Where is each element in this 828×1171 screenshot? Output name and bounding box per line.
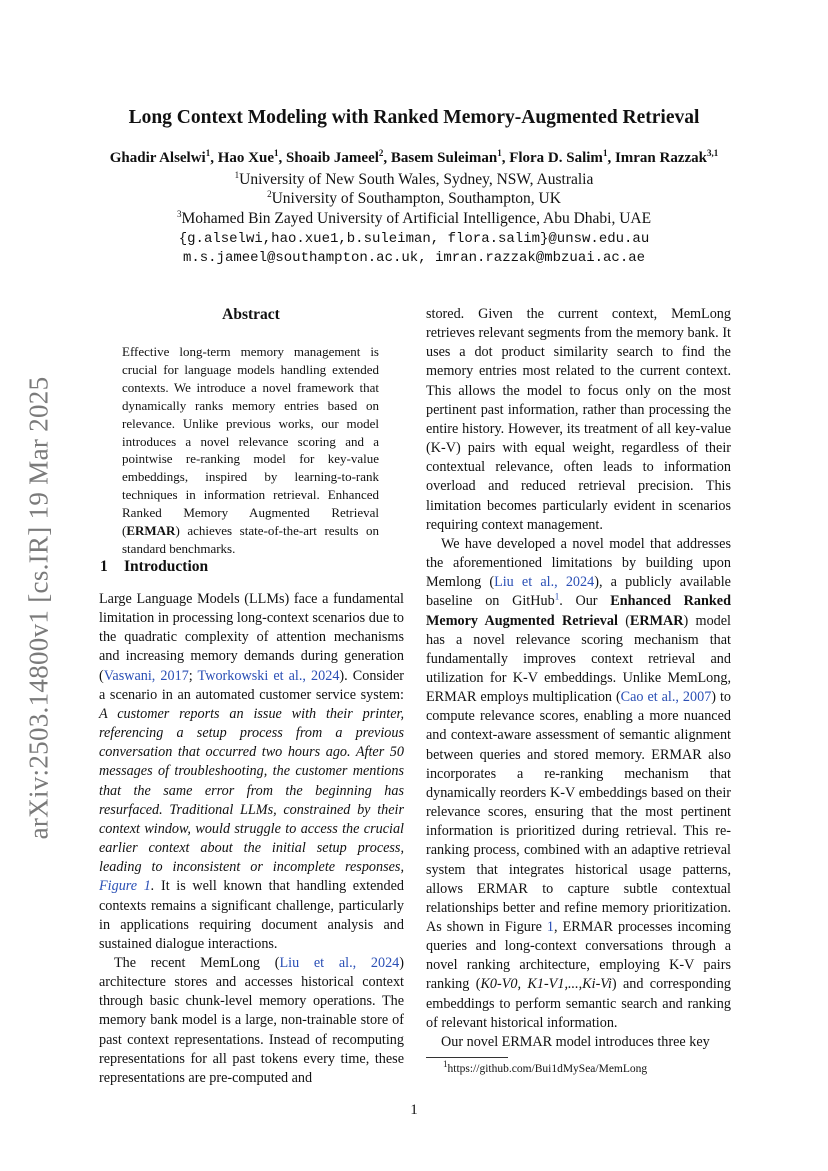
- section-heading: 1 Introduction: [100, 558, 209, 575]
- left-column: [99, 590, 404, 1088]
- author-name: Ghadir Alselwi: [109, 150, 206, 166]
- affiliation: $^1$University of New South Wales, Sydney, NSW, Australia: [234, 169, 594, 188]
- math-expression: K0-V0, K1-V1,...,Ki-Vi: [480, 976, 612, 993]
- author-name: Shoaib Jameel: [285, 150, 379, 166]
- citation-link[interactable]: Cao et al., 2007: [620, 689, 712, 706]
- paragraph: Large Language Models (LLMs) face a fundamental limitation in processing long-context scenarios due to the quadratic complexity of attention mechanisms and increasing memory demands during generation (Vaswani, 2017; Tworkowski et al., 2024). Consider a scenario in an automated customer service system: A customer reports an issue with their printer, referencing a setup process from a previous conversation that occurred two hours ago. After 50 messages of troubleshooting, the customer mentions that the same error from the beginning has resurfaced. Traditional LLMs, constrained by their context window, would struggle to access the crucial earlier context about the initial setup process, leading to inconsistent or incomplete responses, Figure 1. It is well known that handling extended contexts remains a significant challenge, particularly in applications requiring document analysis and sustained dialogue interactions.: [99, 591, 405, 952]
- author-name: Flora D. Salim: [509, 150, 603, 166]
- affiliation: $^3$Mohamed Bin Zayed University of Artificial Intelligence, Abu Dhabi, UAE: [176, 208, 652, 227]
- citation-link[interactable]: Liu et al., 2024: [279, 954, 400, 971]
- email-line: m.s.jameel@southampton.ac.uk, imran.razzak@mbzuai.ac.ae: [182, 250, 646, 266]
- email-line: {g.alselwi,hao.xue1,b.suleiman, flora.salim}@unsw.edu.au: [178, 231, 650, 247]
- abstract-heading: Abstract: [222, 306, 280, 323]
- footnote-marker[interactable]: 1: [554, 591, 560, 602]
- paragraph: We have developed a novel model that addresses the aforementioned limitations by building upon Memlong (Liu et al., 2024), a publicly available baseline on GitHub$^1$. Our Enhanced Ranked Memory Augmented Retrieval (ERMAR) model has a novel relevance scoring mechanism that fundamentally improves context retrieval and utilization for K-V embeddings. Unlike MemLong, ERMAR employs multiplication (Cao et al., 2007) to compute relevance scores, enabling a more nuanced and context-aware assessment of semantic alignment between queries and stored memory. ERMAR also incorporates a re-ranking mechanism that dynamically reorders K-V embeddings based on their relevance scores, ensuring that the most pertinent information is prioritized during retrieval. This re-ranking process, combined with an adaptive retrieval system that integrates historical usage patterns, allows ERMAR to capture subtle contextual relationships better and refine memory prioritization. As shown in Figure 1, ERMAR processes incoming queries and long-context conversations through a novel ranking architecture, employing K-V pairs ranking (K0-V0, K1-V1,...,Ki-Vi) and corresponding embeddings to perform semantic search and ranking of relevant historical information.: [426, 535, 731, 1031]
- figure-link[interactable]: Figure 1: [99, 878, 151, 895]
- footnote-rule: [426, 1057, 508, 1058]
- arxiv-side-stamp: [14, 358, 64, 858]
- author-name: Basem Suleiman: [390, 150, 498, 166]
- paper-title: Long Context Modeling with Ranked Memory-Augmented Retrieval: [128, 107, 700, 128]
- author-name: Imran Razzak: [614, 150, 708, 166]
- citation-link[interactable]: Vaswani, 2017: [103, 667, 189, 684]
- paragraph: The recent MemLong (Liu et al., 2024) architecture stores and accesses historical context through basic chunk-level memory operations. The memory bank model is a large, non-trainable store of past context representations. Instead of recomputing representations for all past tokens every time, these representations are pre-computed and: [99, 954, 404, 1086]
- right-column: [426, 305, 731, 1052]
- page-number: 1: [410, 1102, 418, 1118]
- author-name: Hao Xue: [217, 150, 274, 166]
- abstract-body: Effective long-term memory management is crucial for language models handling extended contexts. We introduce a novel framework that dynamically ranks memory entries based on relevance. Unlike previous works, our model introduces a novel relevance scoring and a pointwise re-ranking model for key-value embeddings, inspired by learning-to-rank techniques in information retrieval. Enhanced Ranked Memory Augmented Retrieval (ERMAR) achieves state-of-the-art results on standard benchmarks.: [122, 344, 379, 556]
- figure-link[interactable]: 1: [546, 919, 555, 935]
- arxiv-id: arXiv:2503.14800v1 [cs.IR] 19 Mar 2025: [23, 376, 54, 840]
- citation-link[interactable]: Liu et al., 2024: [494, 574, 595, 591]
- paragraph: Our novel ERMAR model introduces three key: [441, 1033, 710, 1050]
- paragraph: stored. Given the current context, MemLong retrieves relevant segments from the memory bank. It uses a dot product similarity search to find the memory entries most related to the current context. This allows the model to focus only on the most pertinent past information, rather than processing the entire history. However, its treatment of all key-value (K-V) pairs with equal weight, regardless of their contextual relevance, often leads to information overload and reduced retrieval precision. This limitation becomes particularly evident in scenarios requiring context management.: [426, 306, 731, 533]
- citation-link[interactable]: Tworkowski et al., 2024: [197, 667, 340, 684]
- footnote-url[interactable]: https://github.com/Bui1dMySea/MemLong: [447, 1063, 648, 1075]
- author-list: Ghadir Alselwi$^1$, Hao Xue$^1$, Shoaib Jameel$^2$, Basem Suleiman$^1$, Flora D. Salim$^1$, Imran Razzak$^{3,1}$: [109, 148, 719, 166]
- affiliation: $^2$University of Southampton, Southampton, UK: [267, 188, 561, 207]
- footnote: $^1$https://github.com/Bui1dMySea/MemLong: [443, 1059, 648, 1075]
